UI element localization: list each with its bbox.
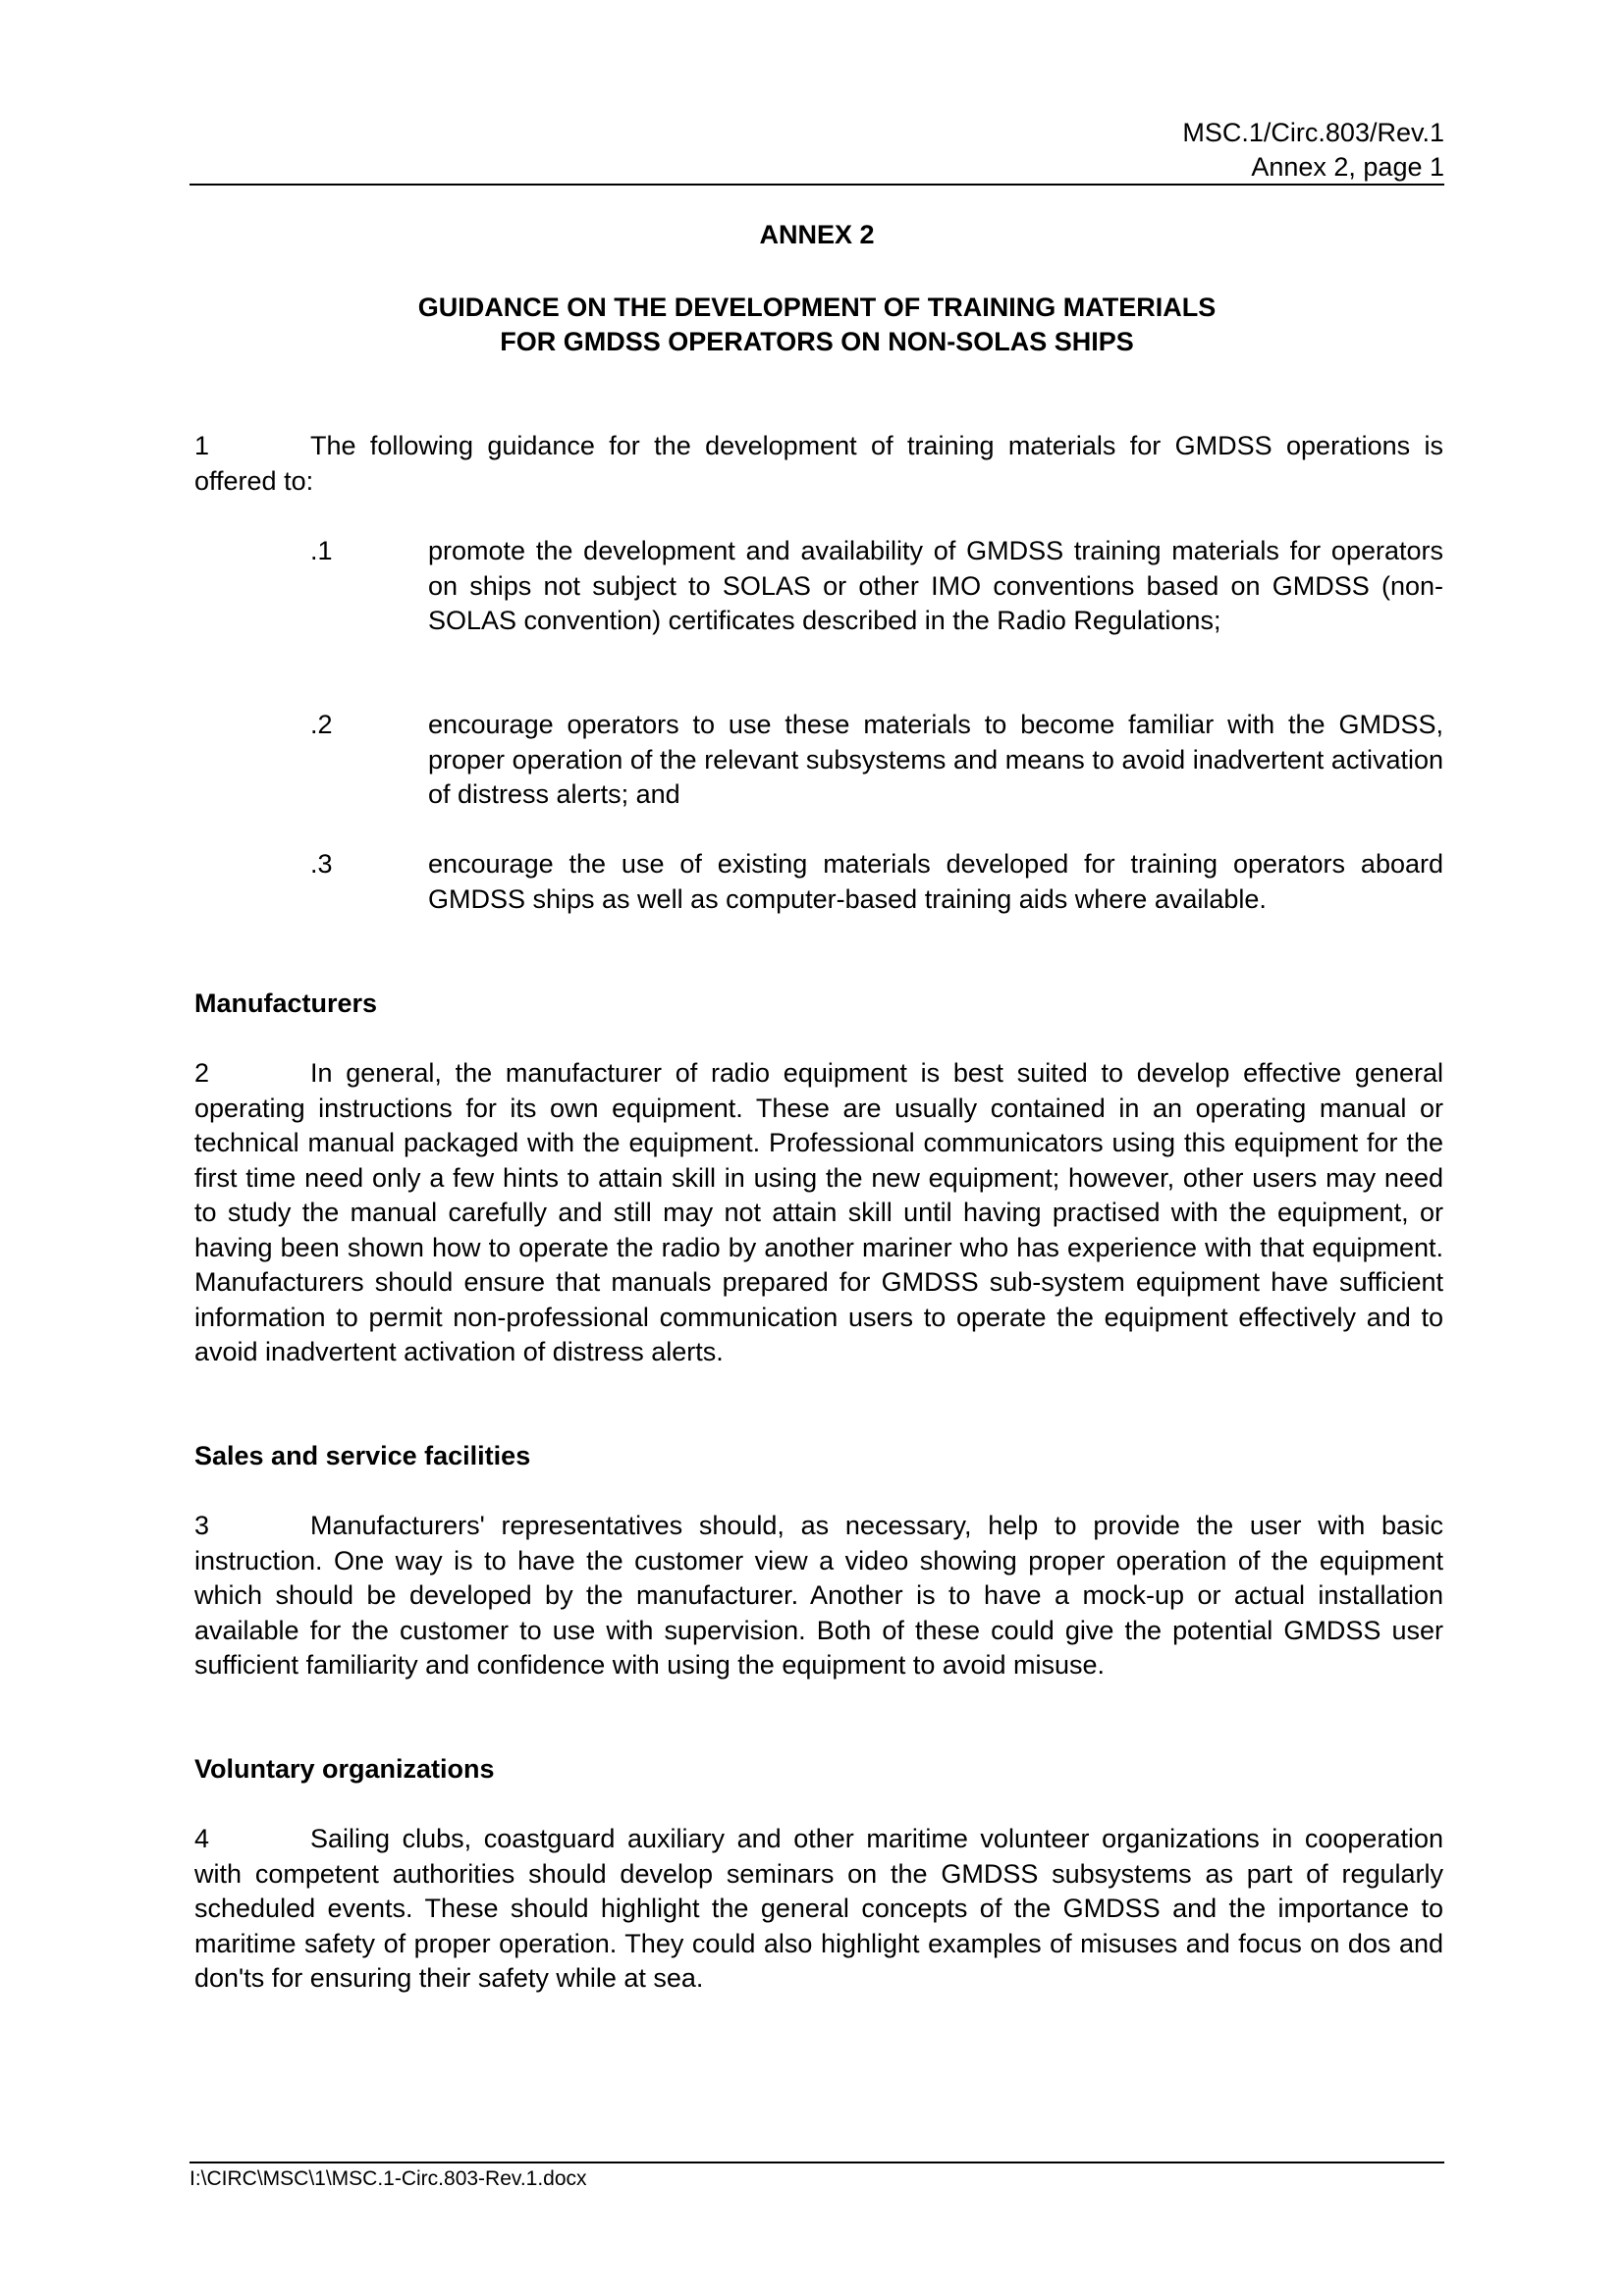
- annex-label: ANNEX 2: [759, 220, 875, 249]
- list-item-label: .1: [310, 536, 333, 565]
- paragraph-1: [194, 429, 1443, 499]
- footer-file-path: I:\CIRC\MSC\1\MSC.1-Circ.803-Rev.1.docx: [189, 2167, 587, 2190]
- list-item-label: .3: [310, 849, 333, 879]
- heading-manufacturers: [194, 987, 1443, 1022]
- list-item-3: [194, 847, 1443, 917]
- page-header: [1182, 116, 1444, 185]
- list-item-text: promote the development and availability of GMDSS training materials for operators on ships not subject to SOLAS or other IMO conventions based on GMDSS (non-SOLAS convention) certificates described in the Radio Regulations;: [428, 536, 1443, 635]
- list-item-text: encourage the use of existing materials developed for training operators aboard GMDSS ships as well as computer-based training aids where available.: [428, 849, 1443, 914]
- paragraph-number: 2: [194, 1058, 210, 1088]
- paragraph-2: [194, 1056, 1443, 1370]
- list-item-text: encourage operators to use these materials to become familiar with the GMDSS, proper operation of the relevant subsystems and means to avoid inadvertent activation of distress alerts; and: [428, 710, 1443, 809]
- list-item-label: .2: [310, 710, 333, 739]
- paragraph-text: Manufacturers' representatives should, as necessary, help to provide the user with basic instruction. One way is to have the customer view a video showing proper operation of the equipment which should be developed by the manufacturer. Another is to have a mock-up or actual installation available for the customer to use with supervision. Both of these could give the potential GMDSS user sufficient familiarity and confidence with using the equipment to avoid misuse.: [194, 1511, 1443, 1680]
- header-rule: [189, 184, 1444, 186]
- paragraph-number: 1: [194, 431, 210, 460]
- heading-sales: [194, 1439, 1443, 1474]
- section-heading: Sales and service facilities: [194, 1441, 531, 1470]
- paragraph-text: Sailing clubs, coastguard auxiliary and other maritime volunteer organizations in cooperation with competent authorities should develop seminars on the GMDSS subsystems as part of regularly scheduled events. These should highlight the general concepts of the GMDSS and the importance to maritime safety of proper operation. They could also highlight examples of misuses and focus on dos and don'ts for ensuring their safety while at sea.: [194, 1824, 1443, 1993]
- document-reference: MSC.1/Circ.803/Rev.1: [1182, 118, 1444, 147]
- paragraph-4: [194, 1822, 1443, 1997]
- document-title: [189, 291, 1444, 359]
- list-item-1: [194, 534, 1443, 639]
- heading-voluntary: [194, 1752, 1443, 1788]
- footer-rule: [189, 2162, 1444, 2163]
- paragraph-text: In general, the manufacturer of radio equipment is best suited to develop effective general operating instructions for its own equipment. These are usually contained in an operating manual or technical manual packaged with the equipment. Professional communicators using this equipment for the first time need only a few hints to attain skill in using the new equipment; however, other users may need to study the manual carefully and still may not attain skill until having practised with the equipment, or having been shown how to operate the radio by another mariner who has experience with that equipment. Manufacturers should ensure that manuals prepared for GMDSS sub-system equipment have sufficient information to permit non-professional communication users to operate the equipment effectively and to avoid inadvertent activation of distress alerts.: [194, 1058, 1443, 1366]
- paragraph-number: 3: [194, 1511, 210, 1540]
- paragraph-3: [194, 1509, 1443, 1683]
- page-reference: Annex 2, page 1: [1251, 152, 1444, 182]
- title-line-2: FOR GMDSS OPERATORS ON NON-SOLAS SHIPS: [500, 327, 1134, 356]
- paragraph-text: The following guidance for the development of training materials for GMDSS operations is offered to:: [194, 431, 1443, 496]
- section-heading: Manufacturers: [194, 988, 378, 1018]
- paragraph-number: 4: [194, 1824, 210, 1853]
- title-line-1: GUIDANCE ON THE DEVELOPMENT OF TRAINING MATERIALS: [417, 293, 1217, 322]
- section-heading: Voluntary organizations: [194, 1754, 495, 1784]
- list-item-2: [194, 708, 1443, 813]
